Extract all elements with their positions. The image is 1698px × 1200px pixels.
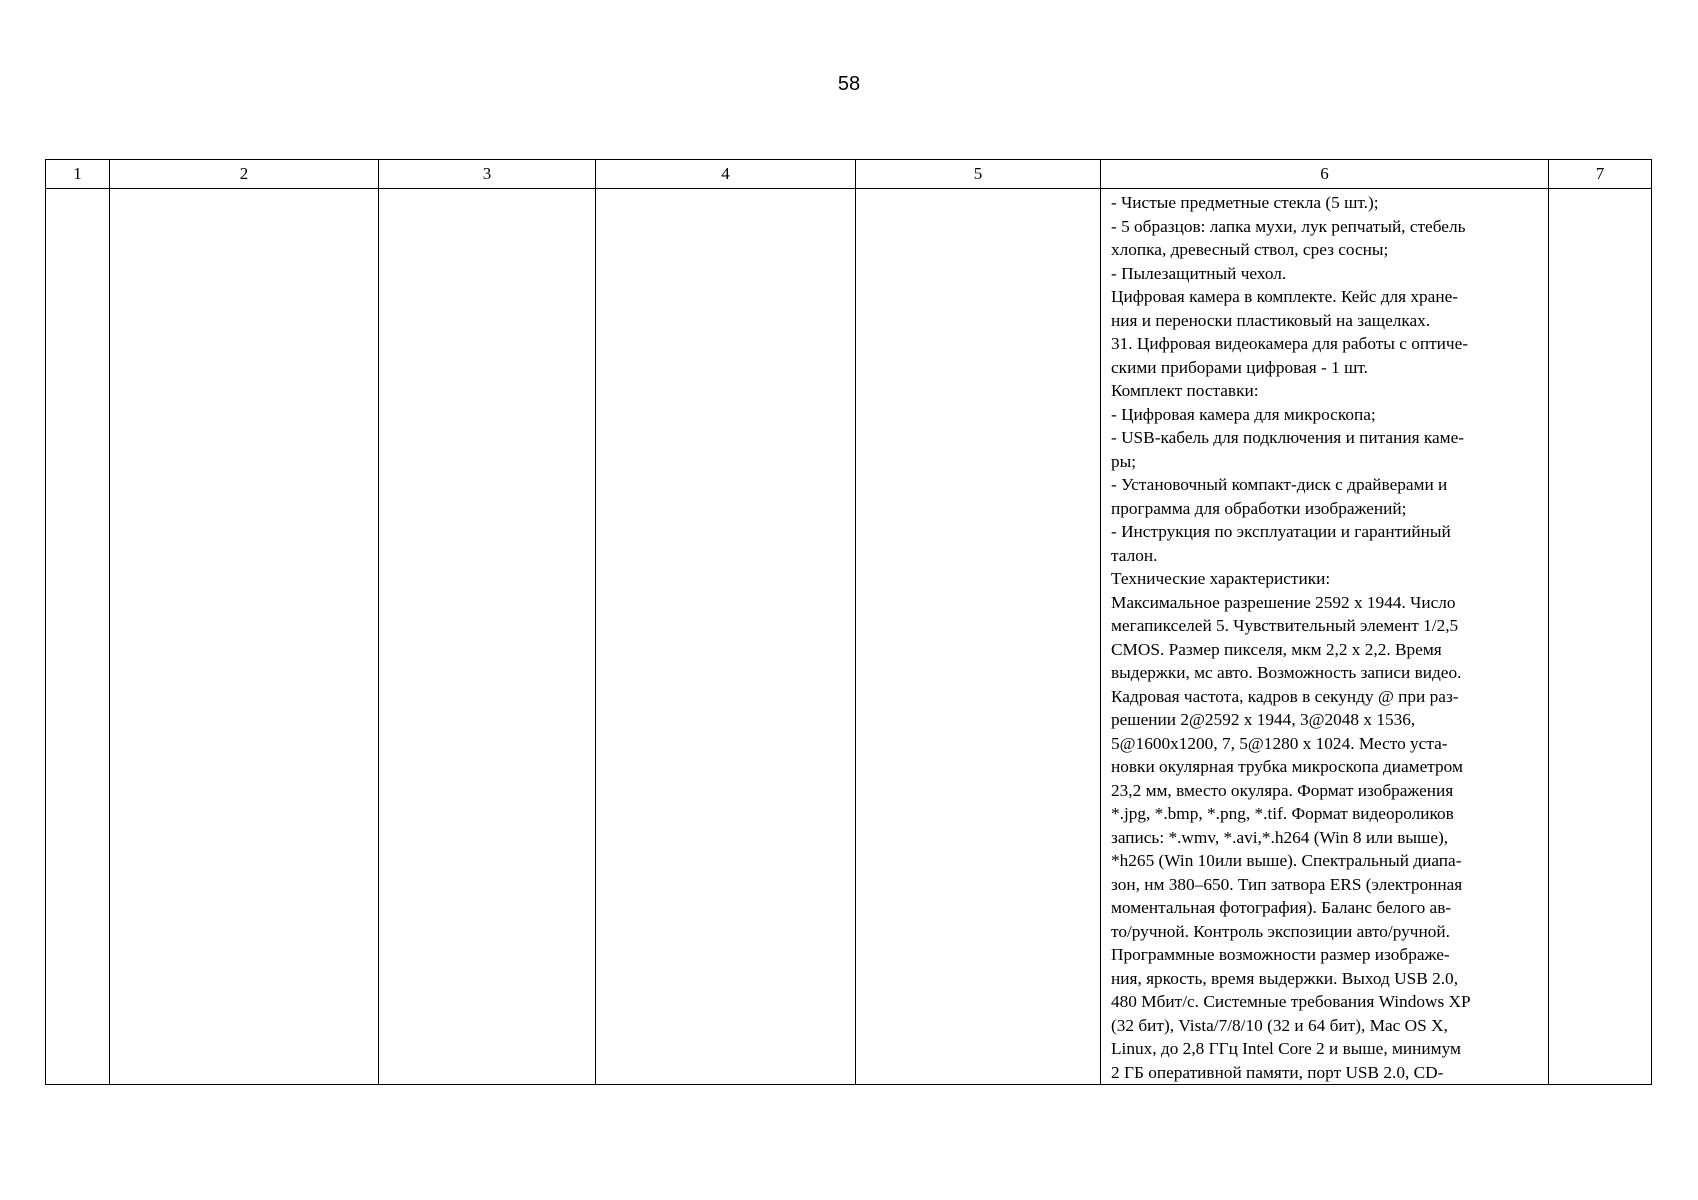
- column-header-2: 2: [110, 160, 379, 189]
- description-line: решении 2@2592 х 1944, 3@2048 х 1536,: [1111, 710, 1416, 729]
- description-line: зон, нм 380–650. Тип затвора ERS (электронная: [1111, 874, 1463, 894]
- description-line: (32 бит), Vista/7/8/10 (32 и 64 бит), Mac OS X,: [1111, 1015, 1448, 1035]
- description-line: моментальная фотография). Баланс белого ав-: [1111, 898, 1452, 917]
- description-line: - Установочный компакт-диск с драйверами и: [1111, 475, 1448, 494]
- description-line: скими приборами цифровая - 1 шт.: [1111, 357, 1368, 377]
- specification-table: [45, 159, 1652, 1085]
- description-line: Максимальное разрешение 2592 х 1944. Число: [1111, 592, 1456, 612]
- description-line: 31. Цифровая видеокамера для работы с оптиче-: [1111, 334, 1469, 353]
- description-line: талон.: [1111, 545, 1158, 565]
- description-line: - Цифровая камера для микроскопа;: [1111, 404, 1376, 424]
- description-line: - Инструкция по эксплуатации и гарантийный: [1111, 522, 1451, 541]
- cell-col-4: [596, 189, 856, 1085]
- description-line: Программные возможности размер изображе-: [1111, 945, 1450, 964]
- cell-col-3: [379, 189, 596, 1085]
- description-line: новки окулярная трубка микроскопа диаметром: [1111, 757, 1463, 776]
- cell-col-7: [1549, 189, 1652, 1085]
- description-line: программа для обработки изображений;: [1111, 498, 1407, 518]
- cell-col-2: [110, 189, 379, 1085]
- description-line: 5@1600х1200, 7, 5@1280 х 1024. Место уста-: [1111, 733, 1448, 753]
- column-header-4: 4: [596, 160, 856, 189]
- column-header-3: 3: [379, 160, 596, 189]
- description-line: Технические характеристики:: [1111, 569, 1331, 588]
- description-line: Комплект поставки:: [1111, 381, 1259, 400]
- description-line: - 5 образцов: лапка мухи, лук репчатый, стебель: [1111, 216, 1466, 236]
- description-line: хлопка, древесный ствол, срез сосны;: [1111, 240, 1389, 259]
- cell-col-1: [46, 189, 110, 1085]
- description-line: - Пылезащитный чехол.: [1111, 263, 1287, 283]
- column-header-6: 6: [1101, 160, 1549, 189]
- description-line: ния и переноски пластиковый на защелках.: [1111, 310, 1431, 330]
- description-line: *h265 (Win 10или выше). Спектральный диапа-: [1111, 851, 1462, 870]
- description-line: - USB-кабель для подключения и питания каме-: [1111, 428, 1465, 447]
- table-row: [46, 189, 1652, 1085]
- description-line: запись: *.wmv, *.avi,*.h264 (Win 8 или выше),: [1111, 827, 1449, 847]
- description-line: - Чистые предметные стекла (5 шт.);: [1111, 193, 1379, 212]
- description-line: CMOS. Размер пикселя, мкм 2,2 х 2,2. Время: [1111, 639, 1442, 659]
- description-line: 23,2 мм, вместо окуляра. Формат изображения: [1111, 780, 1454, 800]
- description-line: 2 ГБ оперативной памяти, порт USB 2.0, CD-: [1111, 1062, 1444, 1082]
- description-line: *.jpg, *.bmp, *.png, *.tif. Формат видеороликов: [1111, 804, 1454, 823]
- description-line: выдержки, мс авто. Возможность записи видео.: [1111, 663, 1462, 682]
- description-line: Linux, до 2,8 ГГц Intel Core 2 и выше, минимум: [1111, 1039, 1461, 1058]
- description-line: ры;: [1111, 451, 1137, 471]
- description-line: 480 Мбит/с. Системные требования Windows XP: [1111, 992, 1471, 1011]
- page-number: 58: [837, 73, 861, 95]
- description-line: Кадровая частота, кадров в секунду @ при раз-: [1111, 686, 1459, 706]
- table-header-row: [46, 160, 1652, 189]
- column-header-1: 1: [46, 160, 110, 189]
- column-header-7: 7: [1549, 160, 1652, 189]
- column-header-5: 5: [856, 160, 1101, 189]
- description-line: Цифровая камера в комплекте. Кейс для хране-: [1111, 287, 1459, 306]
- description-line: мегапикселей 5. Чувствительный элемент 1/2,5: [1111, 616, 1459, 635]
- cell-col-5: [856, 189, 1101, 1085]
- cell-col-6-description: [1101, 189, 1549, 1085]
- description-line: то/ручной. Контроль экспозиции авто/ручной.: [1111, 921, 1450, 941]
- description-line: ния, яркость, время выдержки. Выход USB 2.0,: [1111, 968, 1459, 988]
